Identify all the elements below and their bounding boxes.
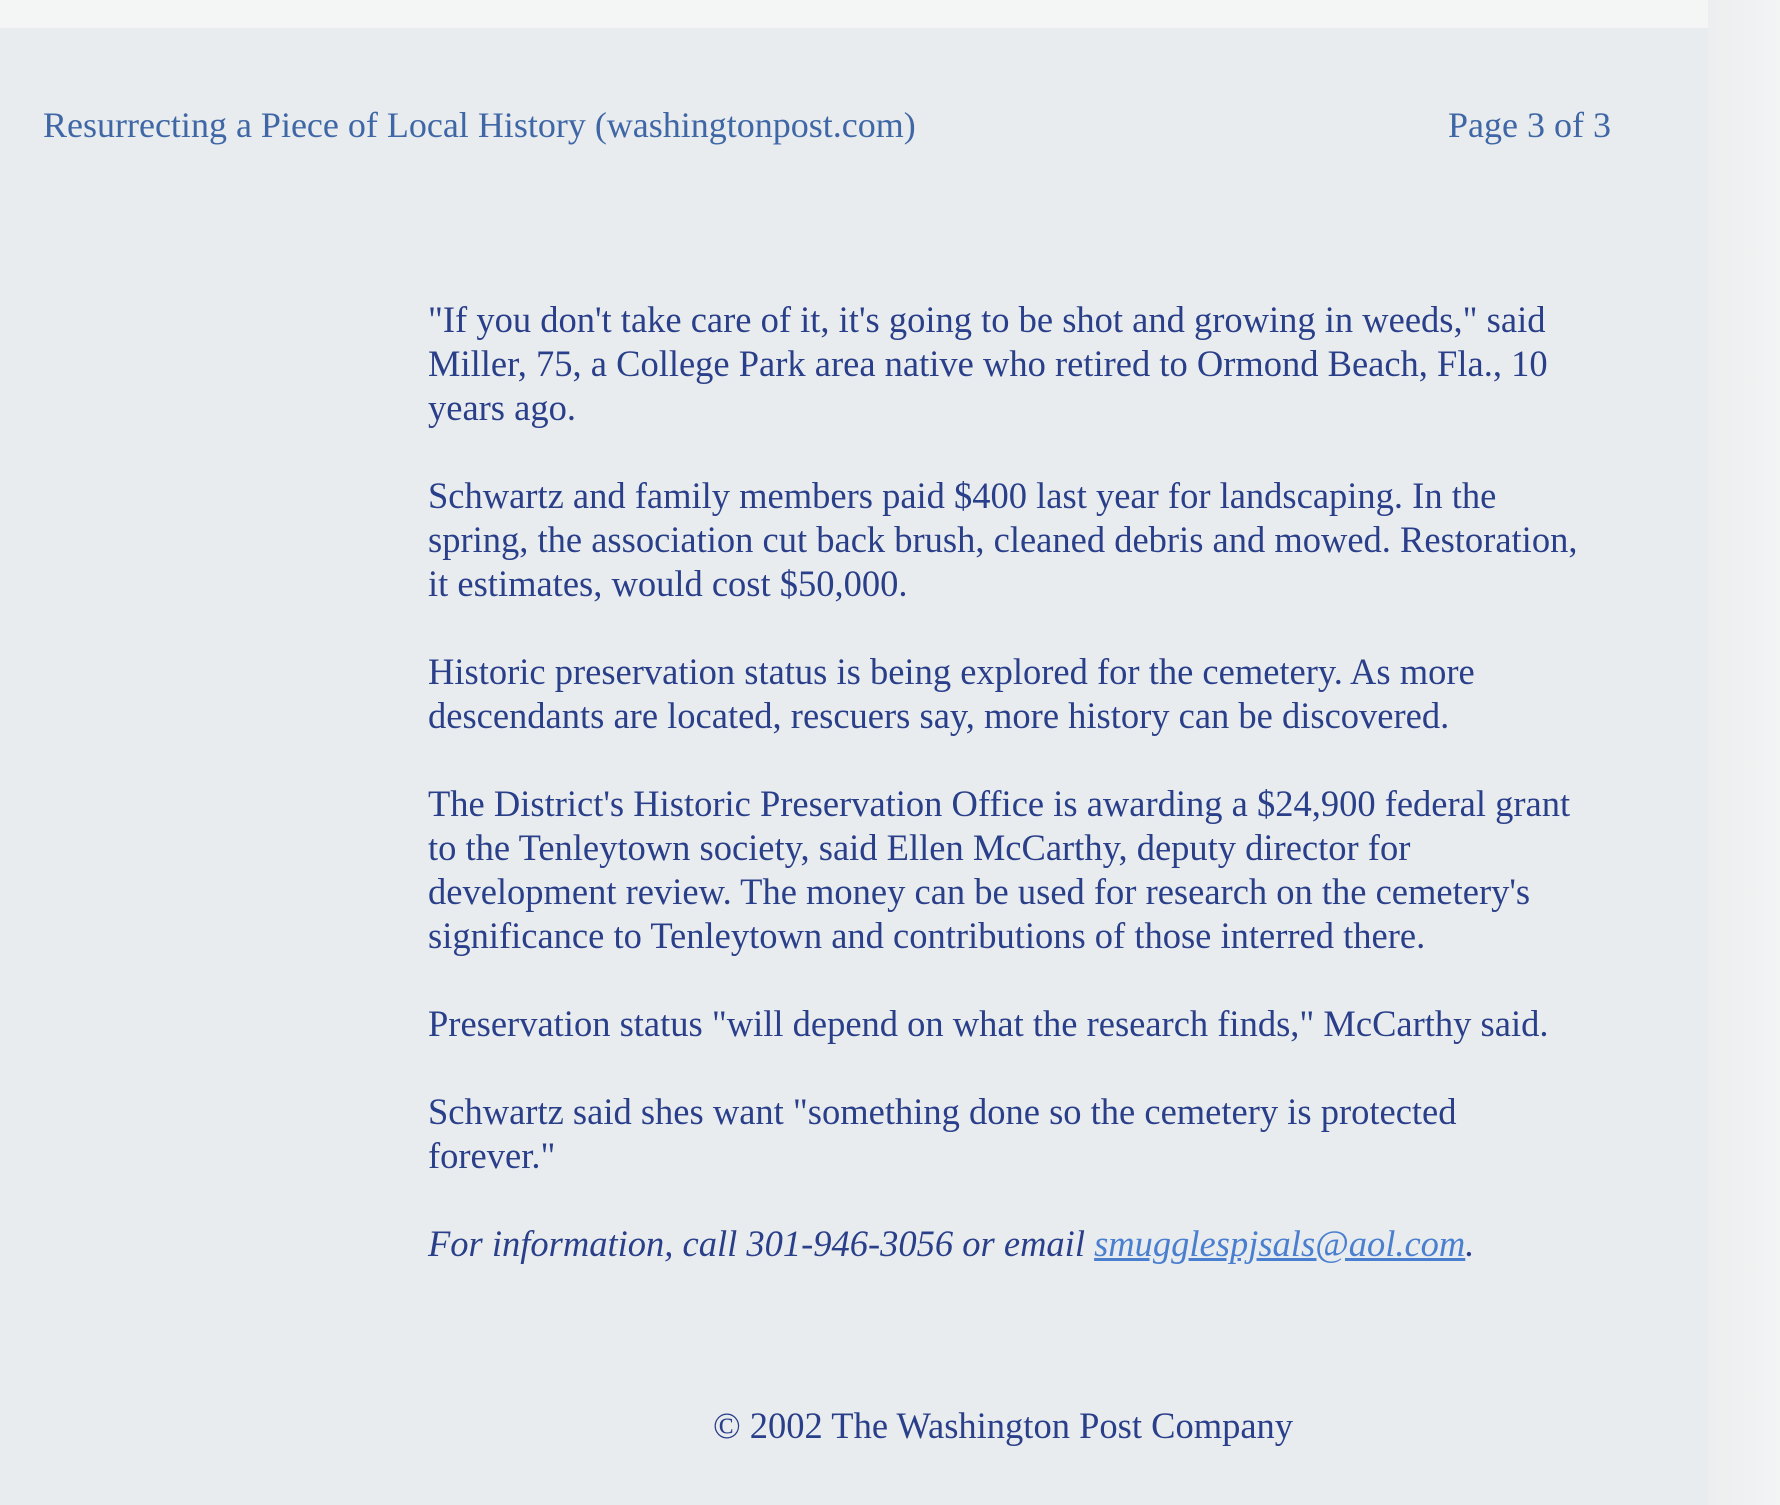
page-number: Page 3 of 3 <box>1448 105 1611 145</box>
article-paragraph: Schwartz said shes want "something done so the cemetery is protected forever." <box>428 1091 1457 1176</box>
article-paragraph: Schwartz and family members paid $400 last year for landscaping. In the spring, the association cut back brush, cleaned debris and mowed. Restoration, it estimates, would cost $50,000. <box>428 475 1578 604</box>
contact-prefix: For information, call 301-946-3056 or email <box>428 1223 1095 1264</box>
copyright-notice: © 2002 The Washington Post Company <box>712 1405 1294 1446</box>
scan-border-right <box>1708 0 1780 1505</box>
article-paragraph: The District's Historic Preservation Office is awarding a $24,900 federal grant to the Tenleytown society, said Ellen McCarthy, deputy director for development review. The money can be used for research on the cemetery's significance to Tenleytown and contributions of those interred there. <box>428 783 1571 956</box>
article-body <box>428 298 1578 1310</box>
article-paragraph: Preservation status "will depend on what the research finds," McCarthy said. <box>428 1003 1549 1044</box>
article-paragraph: Historic preservation status is being explored for the cemetery. As more descendants are located, rescuers say, more history can be discovered. <box>428 651 1475 736</box>
page-header-title: Resurrecting a Piece of Local History (washingtonpost.com) <box>43 105 916 145</box>
contact-line <box>428 1222 1578 1266</box>
document-page <box>0 28 1708 1505</box>
scan-border-top <box>0 0 1780 28</box>
contact-suffix: . <box>1465 1223 1475 1264</box>
article-paragraph: "If you don't take care of it, it's going to be shot and growing in weeds," said Miller, 75, a College Park area native who retired to Ormond Beach, Fla., 10 years ago. <box>428 299 1548 428</box>
email-link[interactable]: smugglespjsals@aol.com <box>1094 1223 1466 1264</box>
